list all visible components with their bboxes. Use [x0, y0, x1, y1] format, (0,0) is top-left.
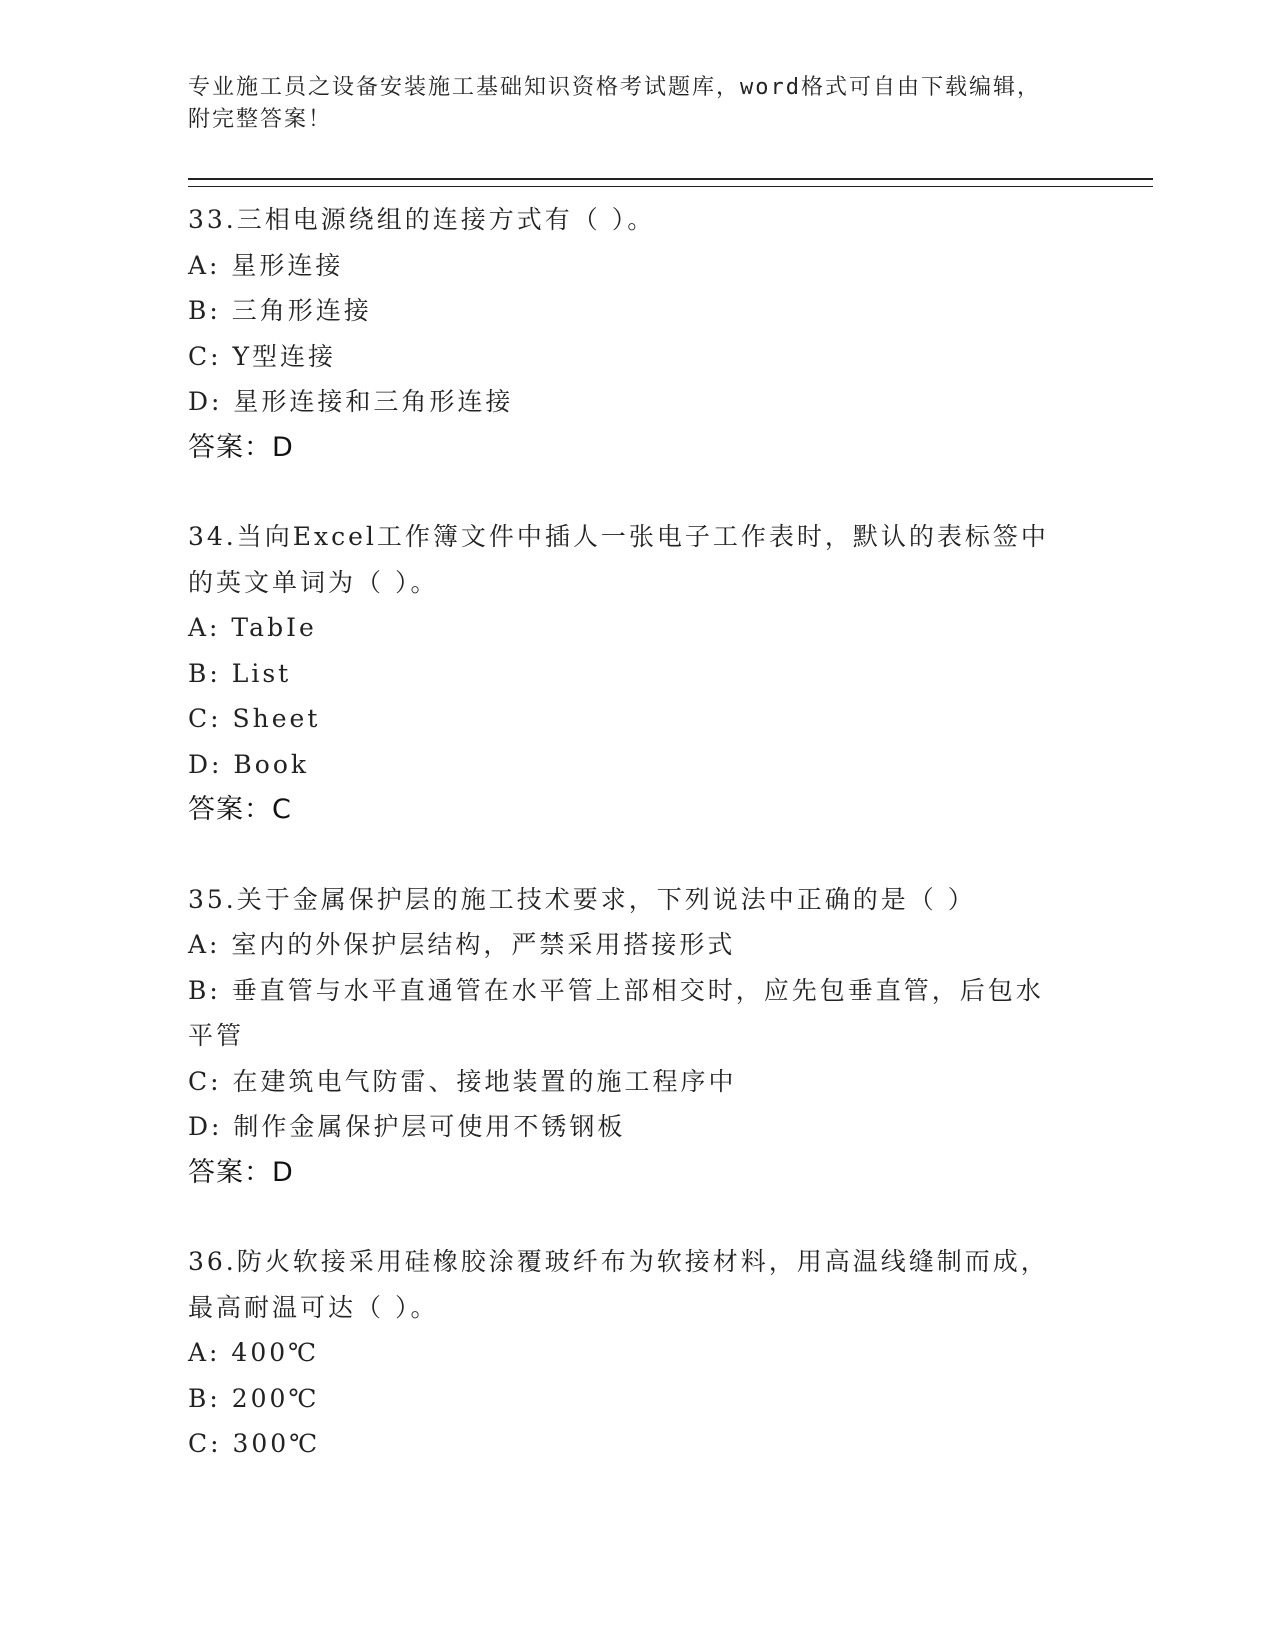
option-a: A: 400℃: [188, 1338, 320, 1367]
answer-label: 答案：C: [188, 794, 292, 825]
option-c: C: Sheet: [188, 704, 321, 733]
answer-label: 答案：D: [188, 431, 294, 463]
header-divider: [188, 178, 1153, 187]
question-stem: 34.当向Excel工作簿文件中插人一张电子工作表时，默认的表标签中的英文单词为（ ）。: [188, 522, 1049, 597]
question-stem: 33.三相电源绕组的连接方式有（ ）。: [188, 205, 656, 234]
question-stem: 35.关于金属保护层的施工技术要求，下列说法中正确的是（ ）: [188, 884, 976, 914]
question-33: [188, 197, 1153, 470]
option-d: D: 制作金属保护层可使用不锈钢板: [188, 1112, 626, 1141]
option-c: C: Y型连接: [188, 341, 337, 371]
option-d: D: 星形连接和三角形连接: [188, 387, 514, 416]
option-a: A: 室内的外保护层结构，严禁采用搭接形式: [188, 930, 736, 959]
question-34: [188, 514, 1153, 833]
option-a: A: 星形连接: [188, 250, 344, 280]
option-d: D: Book: [188, 749, 310, 779]
answer-label: 答案：D: [188, 1156, 294, 1188]
question-36: [188, 1239, 1153, 1467]
document-page: [188, 72, 1153, 1467]
option-b: B: List: [188, 658, 292, 688]
question-35: [188, 877, 1153, 1196]
option-b: B: 垂直管与水平直通管在水平管上部相交时，应先包垂直管，后包水平管: [188, 975, 1044, 1050]
option-c: C: 300℃: [188, 1429, 321, 1458]
question-stem: 36.防火软接采用硅橡胶涂覆玻纤布为软接材料，用高温线缝制而成，最高耐温可达（ ）。: [188, 1247, 1049, 1322]
option-b: B: 三角形连接: [188, 296, 372, 325]
option-b: B: 200℃: [188, 1383, 320, 1413]
document-header: [188, 72, 1088, 136]
header-line-2: 附完整答案！: [188, 107, 333, 132]
option-c: C: 在建筑电气防雷、接地装置的施工程序中: [188, 1066, 737, 1096]
header-line-1: 专业施工员之设备安装施工基础知识资格考试题库，word格式可自由下载编辑，: [188, 75, 1041, 100]
option-a: A: TabIe: [188, 613, 317, 642]
